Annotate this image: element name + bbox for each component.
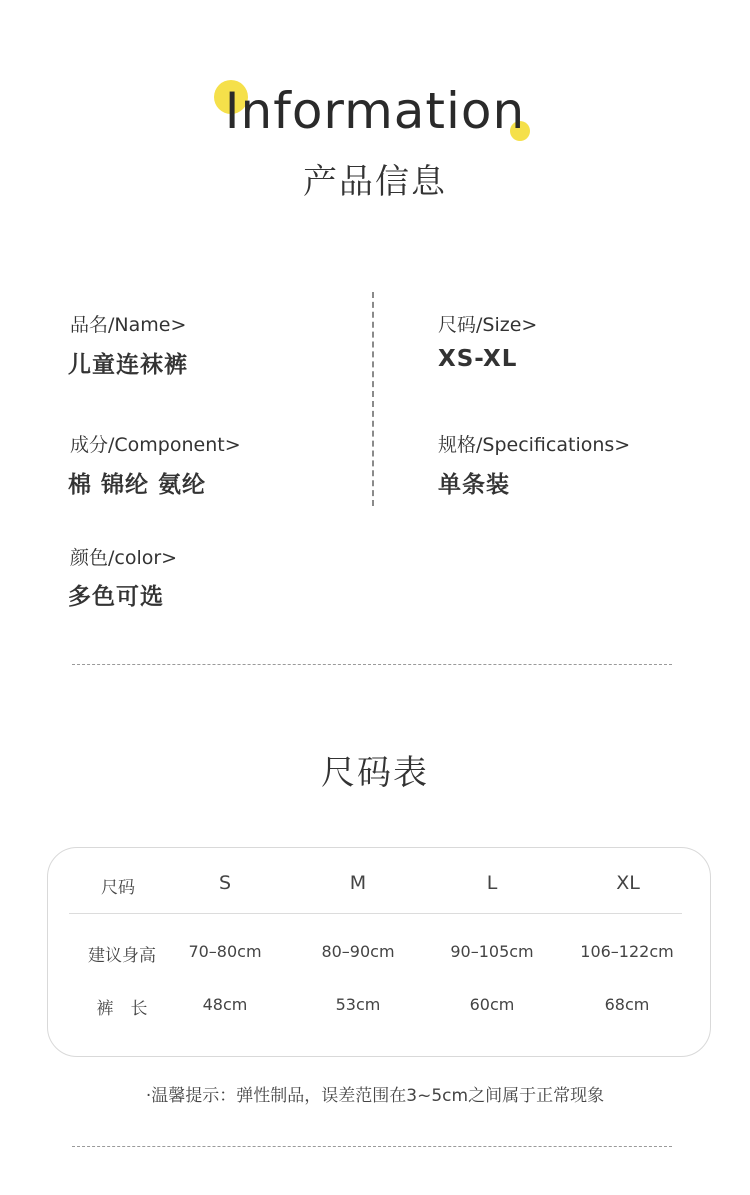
spec-label: 规格/Specifications>: [438, 434, 631, 456]
tip-note: ·温馨提示：弹性制品，误差范围在3~5cm之间属于正常现象: [145, 1086, 605, 1106]
color-value: 多色可选: [68, 584, 164, 610]
table-cell: 106–122cm: [580, 942, 674, 961]
table-row-label: 裤 长: [96, 999, 148, 1019]
table-cell: 80–90cm: [321, 942, 395, 961]
table-header-cell: 尺码: [101, 878, 135, 898]
component-value: 棉 锦纶 氨纶: [68, 472, 207, 498]
size-value: XS-XL: [438, 346, 518, 372]
table-cell: 70–80cm: [188, 942, 262, 961]
table-header-cell: S: [218, 872, 232, 894]
info-column-divider: [372, 292, 374, 506]
table-cell: 68cm: [604, 995, 650, 1014]
page-subtitle: 产品信息: [303, 162, 447, 202]
section-divider-bottom: [72, 1146, 672, 1147]
table-header-cell: M: [349, 872, 367, 894]
size-label: 尺码/Size>: [438, 314, 538, 336]
table-cell: 53cm: [335, 995, 381, 1014]
table-header-cell: XL: [616, 872, 640, 894]
color-label: 颜色/color>: [70, 547, 178, 569]
table-cell: 48cm: [202, 995, 248, 1014]
section-divider-top: [72, 664, 672, 665]
name-label: 品名/Name>: [70, 314, 187, 336]
name-value: 儿童连袜裤: [68, 352, 188, 378]
component-label: 成分/Component>: [70, 434, 241, 456]
table-header-divider: [69, 913, 682, 914]
size-chart-title: 尺码表: [321, 753, 429, 793]
spec-value: 单条装: [438, 472, 510, 498]
table-header-cell: L: [486, 872, 498, 894]
table-cell: 90–105cm: [450, 942, 534, 961]
table-row-label: 建议身高: [88, 946, 156, 966]
page-title: Information: [224, 82, 526, 140]
table-cell: 60cm: [469, 995, 515, 1014]
